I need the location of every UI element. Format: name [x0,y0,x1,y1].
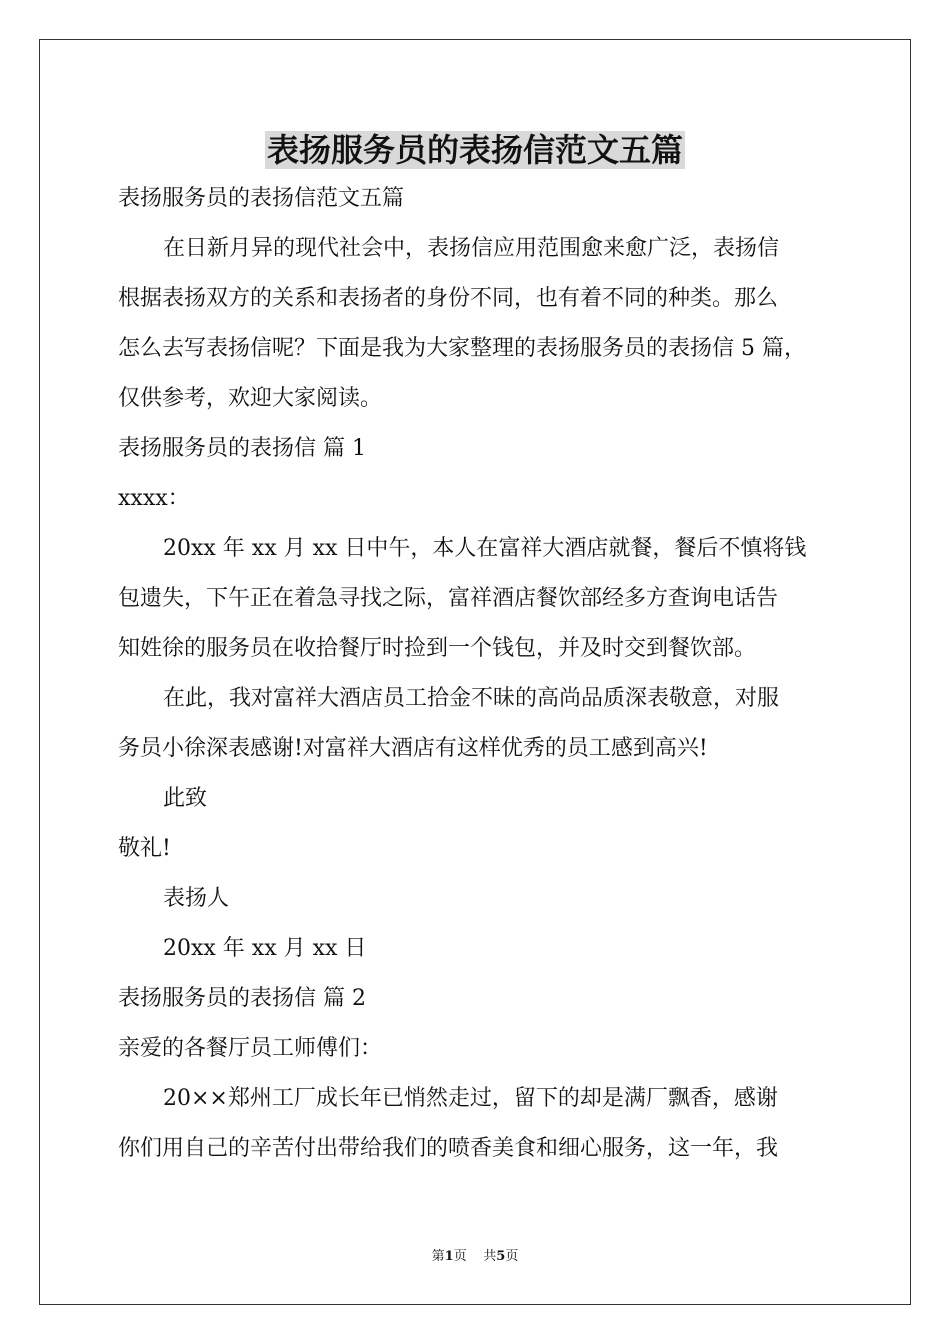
paragraph-line: 20xx 年 xx 月 xx 日中午，本人在富祥大酒店就餐，餐后不慎将钱 [163,536,807,561]
paragraph-line: 你们用自己的辛苦付出带给我们的喷香美食和细心服务，这一年，我 [118,1136,779,1161]
closing-line: 此致 [163,786,208,811]
closing-line: 敬礼! [118,836,171,861]
paragraph-line: 在日新月异的现代社会中，表扬信应用范围愈来愈广泛，表扬信 [163,236,780,261]
total-suffix: 页 [505,1249,519,1264]
paragraph-line: 务员小徐深表感谢!对富祥大酒店有这样优秀的员工感到高兴! [118,736,708,761]
paragraph-line: 仅供参考，欢迎大家阅读。 [118,386,383,411]
section-heading: 表扬服务员的表扬信 篇 2 [118,986,366,1011]
paragraph-line: 包遗失，下午正在着急寻找之际，富祥酒店餐饮部经多方查询电话告 [118,586,779,611]
date-line: 20xx 年 xx 月 xx 日 [163,936,367,961]
document-title-text: 表扬服务员的表扬信范文五篇 [266,131,683,169]
salutation: xxxx： [118,486,190,511]
paragraph-line: 知姓徐的服务员在收拾餐厅时捡到一个钱包，并及时交到餐饮部。 [118,636,757,661]
page-number: 1 [444,1249,454,1264]
page-border [39,39,911,1305]
total-prefix: 共 [483,1249,497,1264]
page-prefix: 第 [431,1249,445,1264]
salutation: 亲爱的各餐厅员工师傅们： [118,1036,383,1061]
document-title [0,128,950,172]
page-suffix: 页 [453,1249,467,1264]
paragraph-line: 怎么去写表扬信呢？下面是我为大家整理的表扬服务员的表扬信 5 篇， [118,336,806,361]
paragraph-line: 20××郑州工厂成长年已悄然走过，留下的却是满厂飘香，感谢 [163,1086,778,1111]
paragraph-line: 根据表扬双方的关系和表扬者的身份不同，也有着不同的种类。那么 [118,286,779,311]
page-footer [0,1248,950,1266]
subtitle-line: 表扬服务员的表扬信范文五篇 [118,186,405,211]
section-heading: 表扬服务员的表扬信 篇 1 [118,436,366,461]
total-pages: 5 [496,1249,506,1264]
paragraph-line: 在此，我对富祥大酒店员工拾金不昧的高尚品质深表敬意，对服 [163,686,780,711]
signature-line: 表扬人 [163,886,230,911]
